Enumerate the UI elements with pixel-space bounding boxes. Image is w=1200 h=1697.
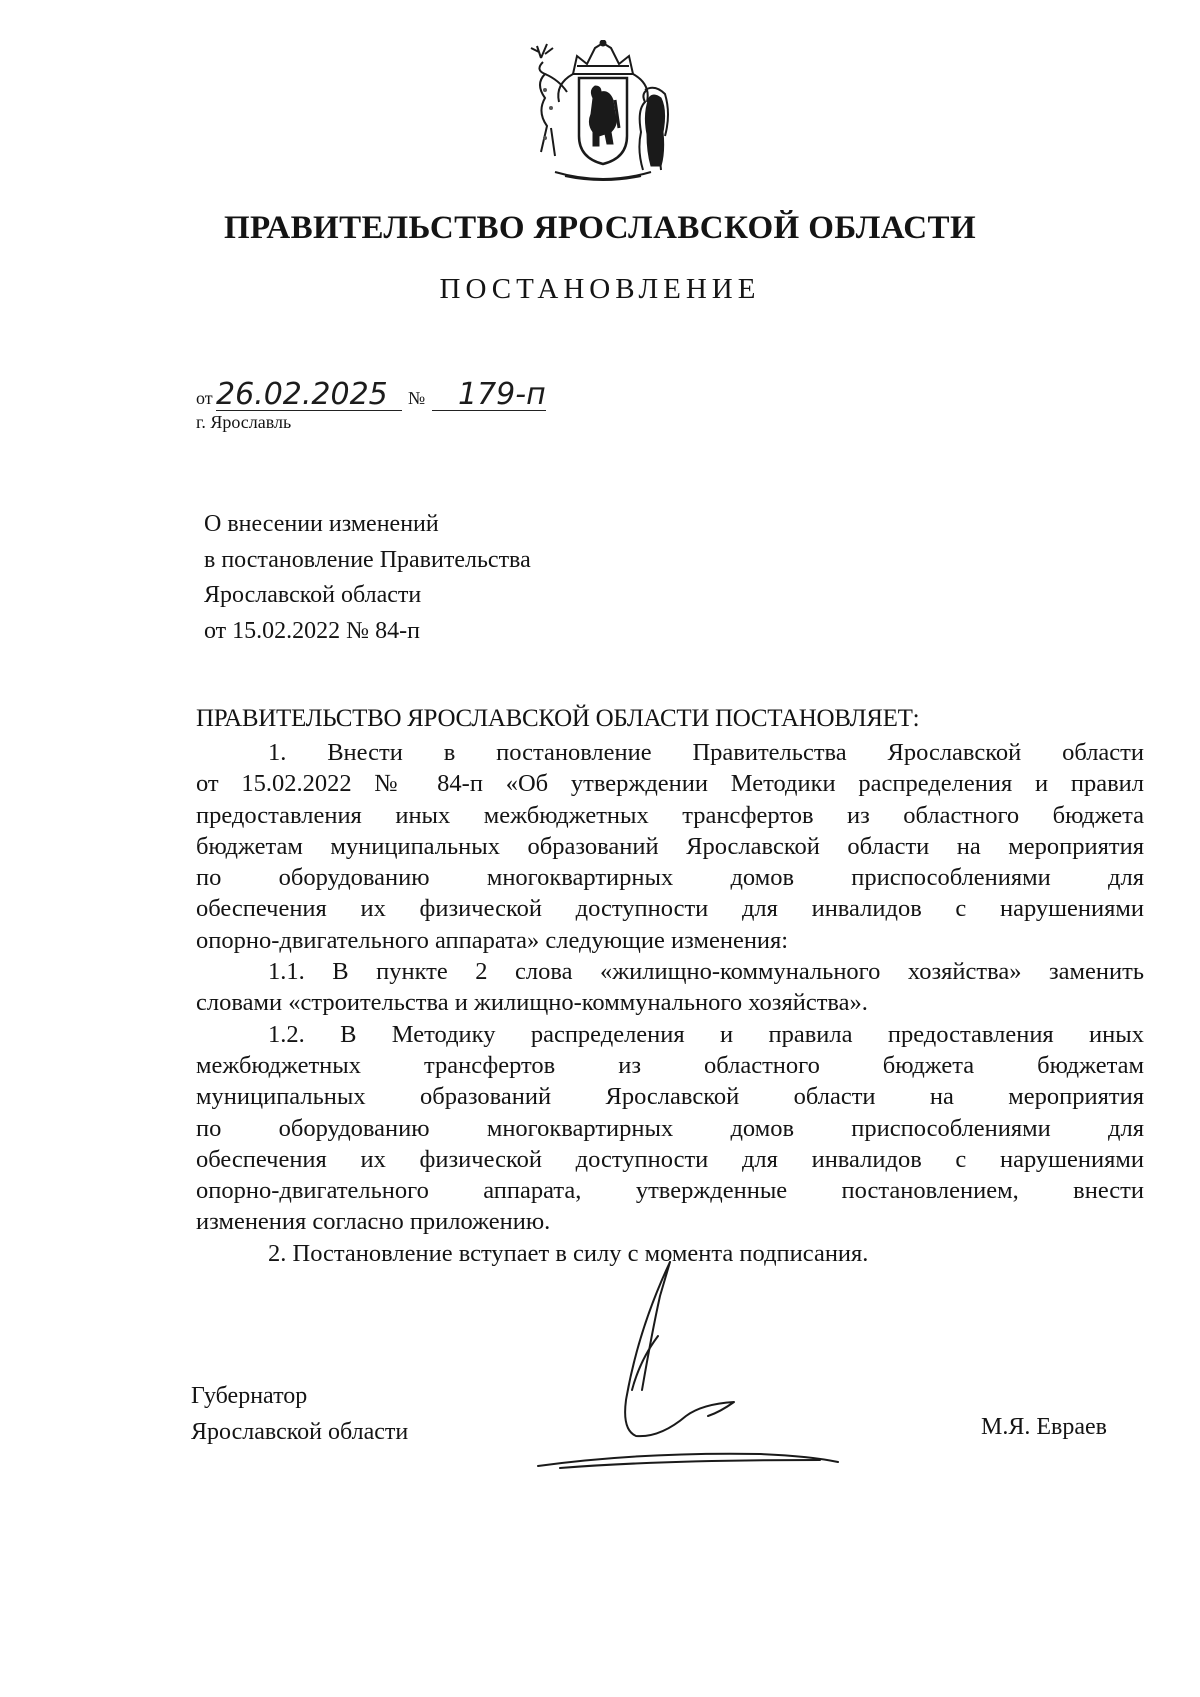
date-underline <box>216 410 402 411</box>
subject-line: Ярославской области <box>204 582 422 608</box>
body-line: опорно-двигательного аппарата» следующие изменения: <box>196 926 789 954</box>
body-line: обеспечения их физической доступности для инвалидов с нарушениями <box>196 895 1144 923</box>
body-line: от 15.02.2022 № 84-п «Об утверждении Методики распределения и правил <box>196 770 1144 798</box>
document-type-title: ПОСТАНОВЛЕНИЕ <box>439 273 761 305</box>
body-line: по оборудованию многоквартирных домов приспособлениями для <box>196 864 1144 892</box>
number-label: № <box>408 388 426 408</box>
handwritten-date: 26.02.2025 <box>216 377 388 412</box>
handwritten-number: 179-п <box>458 377 546 412</box>
body-line: 1.1. В пункте 2 слова «жилищно-коммунального хозяйства» заменить <box>268 958 1144 986</box>
decree-subject <box>204 507 531 649</box>
signer-name: М.Я. Евраев <box>981 1414 1107 1440</box>
date-label: от <box>196 388 213 408</box>
body-line: 2. Постановление вступает в силу с момента подписания. <box>268 1239 869 1267</box>
decree-heading: ПРАВИТЕЛЬСТВО ЯРОСЛАВСКОЙ ОБЛАСТИ ПОСТАНОВЛЯЕТ: <box>196 705 920 732</box>
coat-of-arms-icon <box>515 40 691 186</box>
body-line: по оборудованию многоквартирных домов приспособлениями для <box>196 1114 1144 1142</box>
body-line: обеспечения их физической доступности для инвалидов с нарушениями <box>196 1145 1144 1173</box>
subject-line: от 15.02.2022 № 84-п <box>204 617 420 644</box>
decree-body <box>196 737 1144 1269</box>
organization-title: ПРАВИТЕЛЬСТВО ЯРОСЛАВСКОЙ ОБЛАСТИ <box>223 210 977 246</box>
signer-position-line: Губернатор <box>191 1383 308 1409</box>
body-line: 1. Внести в постановление Правительства Ярославской области <box>268 739 1144 766</box>
body-line: предоставления иных межбюджетных трансфертов из областного бюджета <box>196 801 1144 829</box>
signer-position-line: Ярославской области <box>191 1419 409 1445</box>
number-underline <box>432 410 546 411</box>
body-line: словами «строительства и жилищно-коммунального хозяйства». <box>196 989 868 1017</box>
body-line: бюджетам муниципальных образований Ярославской области на мероприятия <box>196 832 1144 860</box>
body-line: изменения согласно приложению. <box>196 1208 551 1236</box>
subject-line: в постановление Правительства <box>204 546 531 573</box>
body-line: 1.2. В Методику распределения и правила предоставления иных <box>268 1020 1144 1048</box>
signer-position <box>191 1378 408 1450</box>
body-line: опорно-двигательного аппарата, утвержденные постановлением, внести <box>196 1177 1144 1205</box>
subject-line: О внесении изменений <box>204 511 439 537</box>
handwritten-signature-icon <box>520 1240 920 1480</box>
city-label: г. Ярославль <box>196 412 292 432</box>
body-line: муниципальных образований Ярославской области на мероприятия <box>196 1083 1144 1111</box>
body-line: межбюджетных трансфертов из областного бюджета бюджетам <box>196 1051 1144 1079</box>
